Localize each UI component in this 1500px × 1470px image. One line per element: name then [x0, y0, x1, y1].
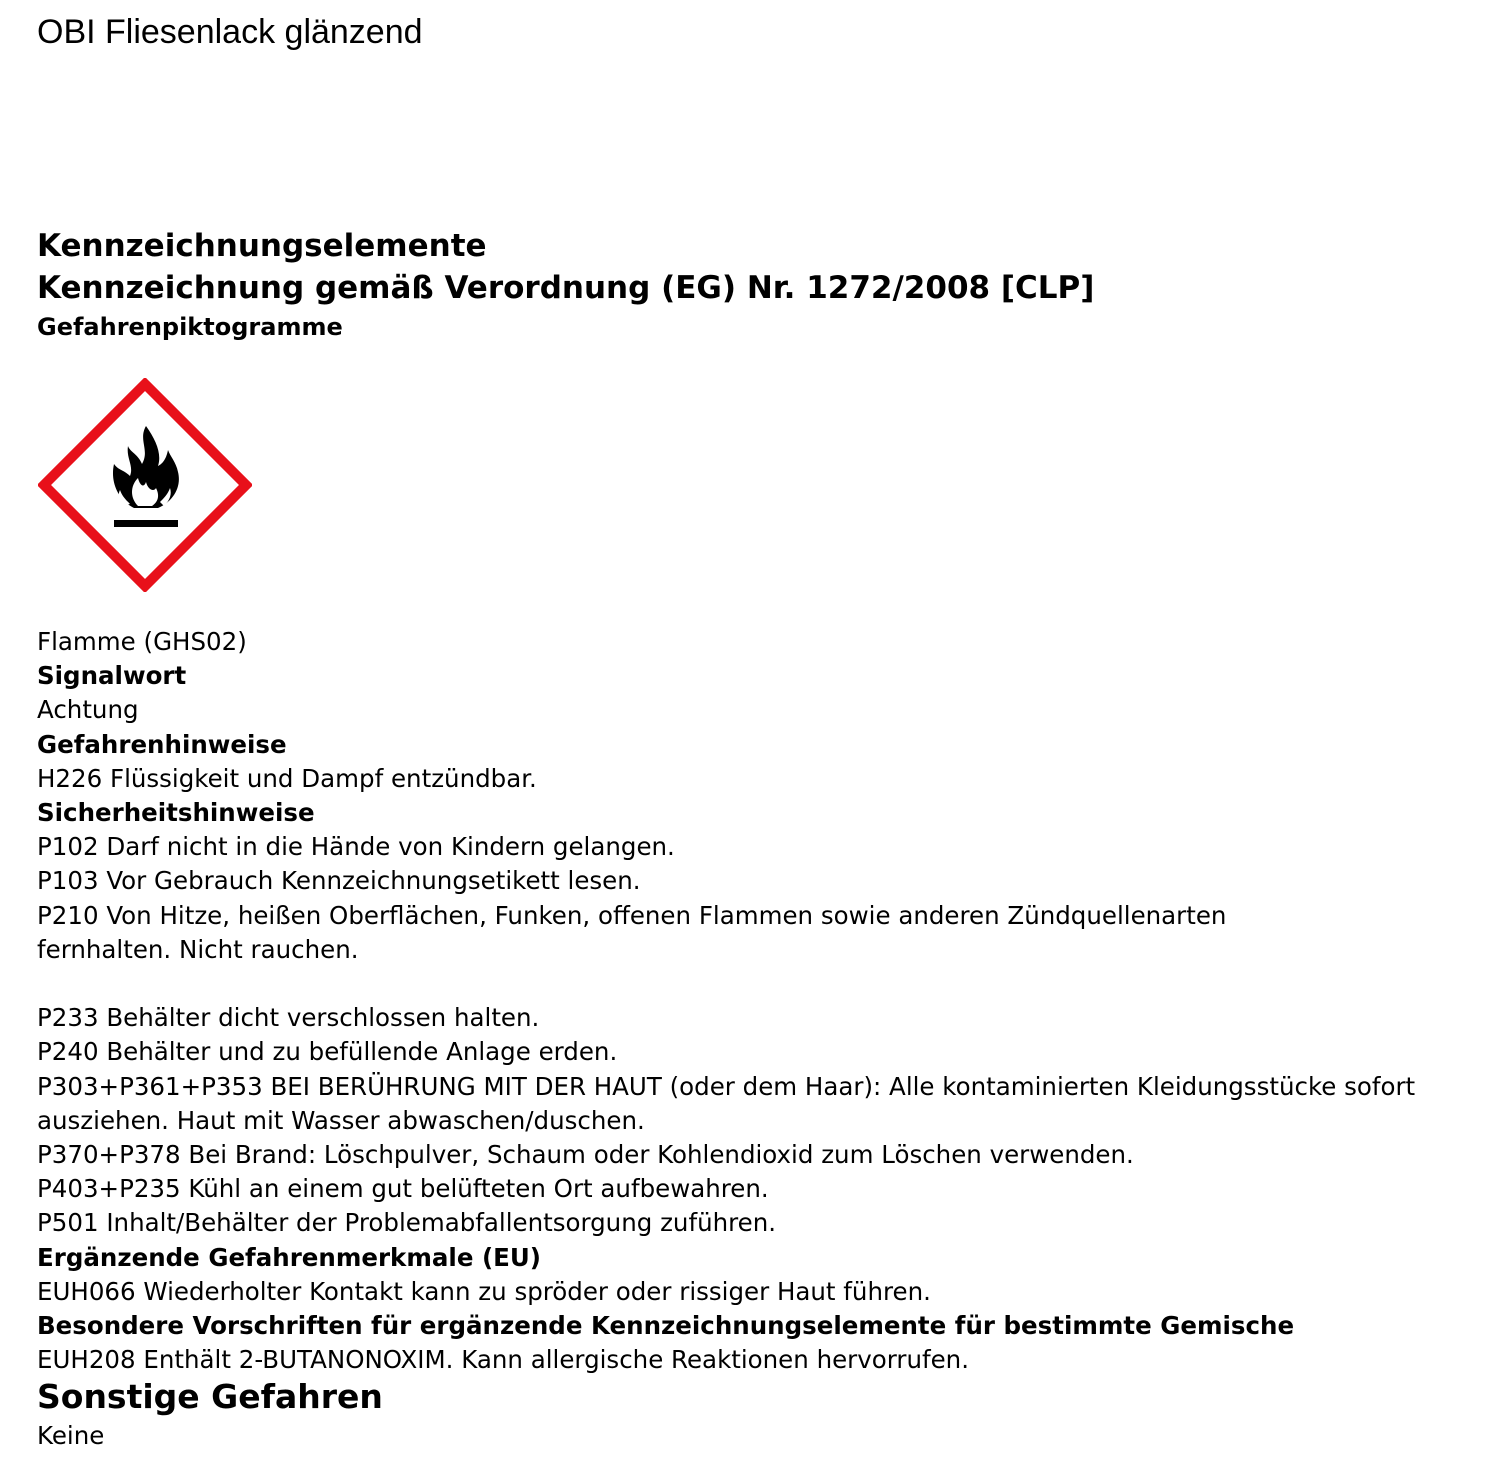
special-provisions-statement: EUH208 Enthält 2-BUTANONOXIM. Kann allergische Reaktionen hervorrufen. [37, 1345, 969, 1375]
ghs02-flame-icon [38, 378, 252, 592]
special-provisions-heading: Besondere Vorschriften für ergänzende Kennzeichnungselemente für bestimmte Gemische [37, 1311, 1295, 1341]
heading-label-elements: Kennzeichnungselemente [37, 228, 487, 264]
precautionary-statement: P210 Von Hitze, heißen Oberflächen, Funken, offenen Flammen sowie anderen Zündquellenarten [37, 900, 1227, 930]
hazard-statement: H226 Flüssigkeit und Dampf entzündbar. [37, 763, 537, 793]
hazard-statements-heading: Gefahrenhinweise [37, 729, 287, 759]
precautionary-statements-heading: Sicherheitshinweise [37, 798, 315, 828]
precautionary-statement: P403+P235 Kühl an einem gut belüfteten Ort aufbewahren. [37, 1174, 769, 1204]
precautionary-statement: P233 Behälter dicht verschlossen halten. [37, 1003, 540, 1033]
precautionary-statement: P303+P361+P353 BEI BERÜHRUNG MIT DER HAUT (oder dem Haar): Alle kontaminierten Kleidungsstücke sofort [37, 1071, 1416, 1101]
main-body [37, 625, 1487, 1454]
supplemental-eu-statement: EUH066 Wiederholter Kontakt kann zu spröder oder rissiger Haut führen. [37, 1276, 931, 1306]
other-hazards-heading: Sonstige Gefahren [37, 1377, 383, 1417]
heading-clp-regulation: Kennzeichnung gemäß Verordnung (EG) Nr. 1272/2008 [CLP] [37, 270, 1095, 306]
precautionary-statement: P240 Behälter und zu befüllende Anlage erden. [37, 1037, 618, 1067]
other-hazards-value: Keine [37, 1421, 105, 1451]
signal-word-heading: Signalwort [37, 661, 187, 691]
precautionary-statement: ausziehen. Haut mit Wasser abwaschen/duschen. [37, 1105, 645, 1135]
pictogram-caption: Flamme (GHS02) [37, 627, 247, 656]
precautionary-statement: P501 Inhalt/Behälter der Problemabfallentsorgung zuführen. [37, 1208, 777, 1238]
precautionary-statement: P102 Darf nicht in die Hände von Kindern gelangen. [37, 832, 675, 862]
precautionary-statement: fernhalten. Nicht rauchen. [37, 934, 359, 964]
heading-pictograms: Gefahrenpiktogramme [37, 313, 343, 341]
spacer [37, 967, 1487, 1001]
supplemental-eu-heading: Ergänzende Gefahrenmerkmale (EU) [37, 1242, 541, 1272]
precautionary-statement: P103 Vor Gebrauch Kennzeichnungsetikett lesen. [37, 866, 641, 896]
precautionary-statement: P370+P378 Bei Brand: Löschpulver, Schaum oder Kohlendioxid zum Löschen verwenden. [37, 1140, 1134, 1170]
signal-word-value: Achtung [37, 695, 139, 725]
product-title: OBI Fliesenlack glänzend [37, 13, 423, 51]
